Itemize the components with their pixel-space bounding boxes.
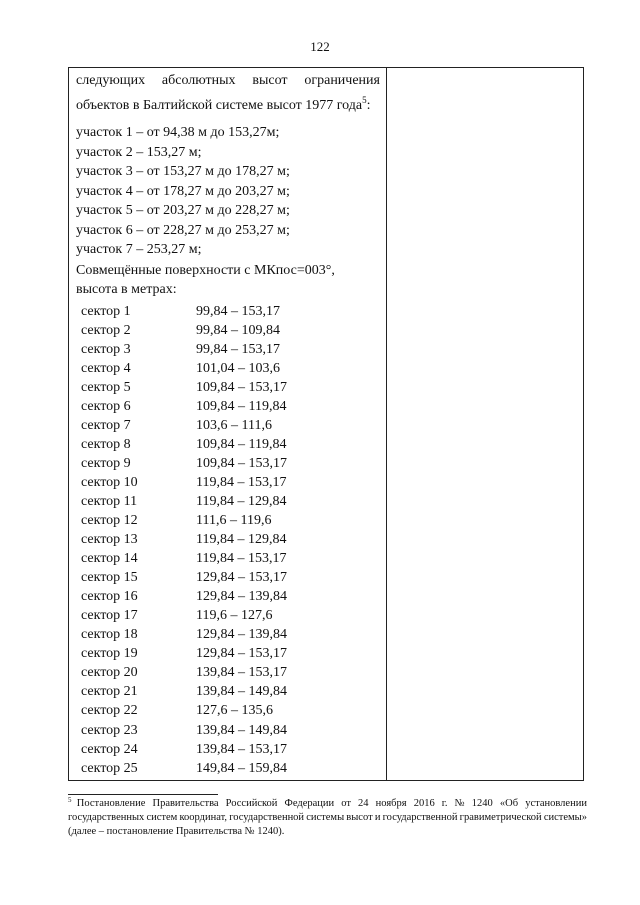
- footnote-word: №: [454, 798, 465, 809]
- sector-name: сектор 17: [81, 608, 138, 624]
- sector-name: сектор 16: [81, 589, 138, 605]
- sector-range: 103,6 – 111,6: [196, 417, 272, 433]
- sector-row: [76, 587, 380, 606]
- sector-row: [76, 549, 380, 568]
- sector-name: сектор 1: [81, 303, 131, 319]
- footnote-word: Федерации: [284, 798, 335, 809]
- intro-word: высот: [252, 73, 288, 88]
- sector-name: сектор 10: [81, 474, 138, 490]
- sector-range: 109,84 – 153,17: [196, 455, 287, 471]
- sector-row: [76, 473, 380, 492]
- footnote-word: Постановление: [76, 798, 146, 809]
- intro-line-2-text: объектов в Балтийской системе высот 1977 года: [76, 98, 363, 113]
- sector-range: 109,84 – 153,17: [196, 379, 287, 395]
- sector-name: сектор 24: [81, 741, 138, 757]
- sector-row: [76, 454, 380, 473]
- footnote-marker: 5: [68, 796, 72, 804]
- sector-range: 109,84 – 119,84: [196, 398, 287, 414]
- footnote-word: системы: [306, 812, 345, 823]
- plot-item: участок 1 – от 94,38 м до 153,27м;: [76, 125, 280, 140]
- intro-line-1: [76, 72, 380, 90]
- sector-name: сектор 18: [81, 627, 138, 643]
- footnote-word: высот: [346, 812, 373, 823]
- sector-row: [76, 435, 380, 454]
- footnote-word: от: [341, 798, 351, 809]
- sector-name: сектор 3: [81, 341, 131, 357]
- sector-range: 119,84 – 153,17: [196, 474, 287, 490]
- sector-range: 139,84 – 149,84: [196, 722, 287, 738]
- sector-row: [76, 759, 380, 778]
- sector-name: сектор 20: [81, 665, 138, 681]
- surfaces-subheading: высота в метрах:: [76, 282, 177, 297]
- sector-range: 139,84 – 153,17: [196, 665, 287, 681]
- sector-list: [76, 302, 380, 778]
- sector-row: [76, 302, 380, 321]
- sector-range: 119,6 – 127,6: [196, 608, 273, 624]
- sector-range: 149,84 – 159,84: [196, 760, 287, 776]
- plot-list: [76, 123, 380, 260]
- plot-item: участок 7 – 253,27 м;: [76, 242, 202, 257]
- footnote-word: системы»: [543, 812, 587, 823]
- sector-row: [76, 625, 380, 644]
- footnote-word: государственной: [382, 812, 458, 823]
- intro-line-2: [76, 96, 380, 116]
- plot-item: участок 5 – от 203,27 м до 228,27 м;: [76, 203, 290, 218]
- footnote-word: Российской: [225, 798, 278, 809]
- sector-row: [76, 530, 380, 549]
- sector-name: сектор 15: [81, 570, 138, 586]
- sector-name: сектор 5: [81, 379, 131, 395]
- sector-name: сектор 6: [81, 398, 131, 414]
- footnote-word: установлении: [525, 798, 587, 809]
- intro-word: абсолютных: [161, 73, 236, 88]
- footnote-word: гравиметрической: [459, 812, 542, 823]
- sector-range: 101,04 – 103,6: [196, 360, 280, 376]
- footnote-divider: [68, 794, 218, 795]
- sector-row: [76, 416, 380, 435]
- sector-row: [76, 511, 380, 530]
- footnote-word: 24: [358, 798, 369, 809]
- footnote-line-2: [68, 811, 587, 825]
- footnote-word: государственной: [229, 812, 305, 823]
- sector-range: 111,6 – 119,6: [196, 513, 272, 529]
- sector-range: 119,84 – 153,17: [196, 551, 287, 567]
- surfaces-heading: Совмещённые поверхности с МКпос=003°,: [76, 262, 335, 278]
- plot-item: участок 6 – от 228,27 м до 253,27 м;: [76, 222, 290, 238]
- sector-row: [76, 568, 380, 587]
- sector-name: сектор 12: [81, 513, 138, 529]
- sector-range: 129,84 – 153,17: [196, 570, 287, 586]
- sector-row: [76, 606, 380, 625]
- intro-line-2-suffix: :: [366, 98, 371, 113]
- plot-item: участок 3 – от 153,27 м до 178,27 м;: [76, 164, 290, 179]
- sector-range: 109,84 – 119,84: [196, 436, 287, 452]
- footnote-word: систем: [146, 812, 178, 823]
- sector-row: [76, 378, 380, 397]
- footnote-word: координат,: [179, 812, 228, 823]
- sector-row: [76, 740, 380, 759]
- footnote-word: Правительства: [152, 798, 219, 809]
- sector-row: [76, 340, 380, 359]
- sector-row: [76, 721, 380, 740]
- intro-word: следующих: [76, 73, 146, 88]
- surfaces-block: [76, 261, 380, 300]
- sector-name: сектор 4: [81, 360, 131, 376]
- sector-name: сектор 19: [81, 646, 138, 662]
- sector-row: [76, 663, 380, 682]
- plot-item: участок 4 – от 178,27 м до 203,27 м;: [76, 183, 290, 199]
- footnote-line-3: (далее – постановление Правительства № 1240).: [68, 826, 285, 837]
- sector-name: сектор 2: [81, 322, 131, 338]
- sector-name: сектор 25: [81, 760, 138, 776]
- footnote: [68, 797, 587, 839]
- sector-range: 129,84 – 139,84: [196, 627, 287, 643]
- sector-range: 119,84 – 129,84: [196, 493, 287, 509]
- sector-name: сектор 21: [81, 684, 138, 700]
- sector-range: 119,84 – 129,84: [196, 532, 287, 548]
- page-number: 122: [310, 39, 330, 54]
- footnote-word: 1240: [471, 798, 493, 809]
- sector-name: сектор 23: [81, 722, 138, 738]
- footnote-word: и: [374, 812, 381, 823]
- sector-name: сектор 13: [81, 532, 138, 548]
- sector-name: сектор 22: [81, 703, 138, 719]
- sector-row: [76, 644, 380, 663]
- column-divider: [386, 67, 387, 781]
- plot-item: участок 2 – 153,27 м;: [76, 144, 202, 160]
- footnote-line-1: [68, 797, 587, 811]
- sector-name: сектор 8: [81, 436, 131, 452]
- sector-range: 129,84 – 153,17: [196, 646, 287, 662]
- sector-row: [76, 682, 380, 701]
- sector-row: [76, 701, 380, 720]
- footnote-word: государственных: [68, 812, 145, 823]
- footnote-word: «Об: [499, 798, 519, 809]
- footnote-word: г.: [441, 798, 448, 809]
- sector-name: сектор 14: [81, 551, 138, 567]
- sector-range: 127,6 – 135,6: [196, 703, 273, 719]
- sector-name: сектор 7: [81, 417, 131, 433]
- sector-range: 139,84 – 149,84: [196, 684, 287, 700]
- intro-word: ограничения: [304, 73, 380, 88]
- footnote-word: 2016: [413, 798, 435, 809]
- sector-row: [76, 397, 380, 416]
- footnote-reference: 5: [362, 95, 367, 105]
- footnote-first-word: [68, 797, 145, 811]
- sector-range: 99,84 – 153,17: [196, 341, 280, 357]
- sector-name: сектор 11: [81, 493, 138, 509]
- sector-range: 99,84 – 153,17: [196, 303, 280, 319]
- footnote-word: ноября: [375, 798, 407, 809]
- sector-range: 129,84 – 139,84: [196, 589, 287, 605]
- sector-range: 99,84 – 109,84: [196, 322, 280, 338]
- left-column-content: [76, 72, 380, 778]
- sector-range: 139,84 – 153,17: [196, 741, 287, 757]
- sector-row: [76, 492, 380, 511]
- sector-name: сектор 9: [81, 455, 131, 471]
- sector-row: [76, 359, 380, 378]
- sector-row: [76, 321, 380, 340]
